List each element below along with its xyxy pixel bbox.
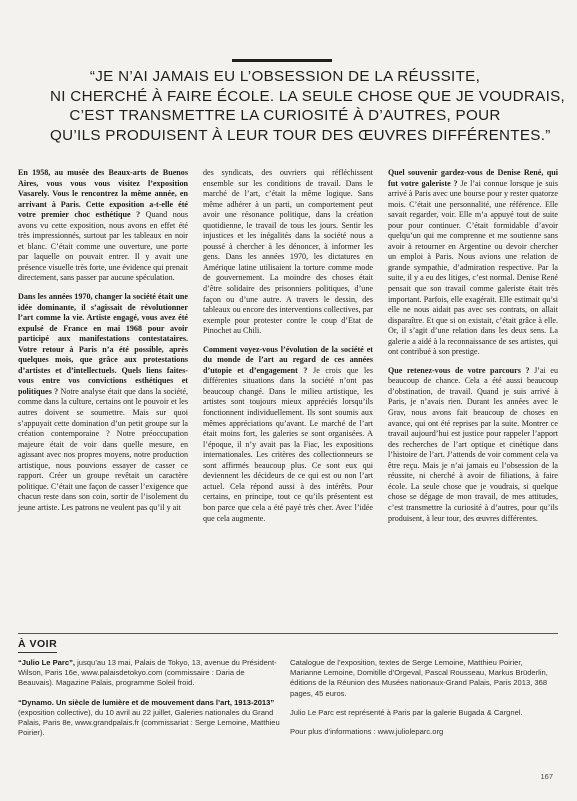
exhibition-details: jusqu’au 13 mai, Palais de Tokyo, 13, avenue du Président-Wilson, Paris 16e, www.palaisdetokyo.com (commissaire : Daria de Beauvais). Magazine Palais, programme Soleil froid. [18,658,277,688]
interview-question: Comment voyez-vous l’évolution de la société et du monde de l’art au regard de ces années d’utopie et d’engagement ? [203,344,373,375]
interview-answer: Je l’ai connue lorsque je suis arrivé à Paris avec une bourse pour y rester quatorze mois. C’était une personnalité, une référence. Elle savait regarder, voir. Elle m’a appuyé tout de suite pour pour continuer. C’était formidable d’avoir quelqu’un qui me comprenne et me soutienne sans avoir à retourner en Argentine ou devoir chercher un emploi à Paris. Nous avions une relation de grande sympathie, d’admiration respective. Par la suite, il y a eu des litiges, c’est normal. Denise René pensait que son travail comme galeriste était très important. Parfois, elle exagérait. Elle estimait qu’si elle ne nous aidait pas avec ses contrats, on allait disparaître. Et que si on existait, c’était grâce à elle. Or, il s’agit d’une relation dans les deux sens. La galerie a aidé à la reconnaissance de ses artistes, qui ont contribué à son prestige. [388,178,558,357]
exhibition-listing [18,658,280,689]
a-voir-heading: À VOIR [18,638,57,653]
interview-question: Quel souvenir gardez-vous de Denise René, qui fut votre galeriste ? [388,168,558,188]
article-column-1 [18,168,188,514]
pull-quote-line: NI CHERCHÉ À FAIRE ÉCOLE. LA SEULE CHOSE QUE JE VOUDRAIS, [50,87,566,105]
a-voir-notes [290,658,552,737]
article-column-3 [388,168,558,524]
interview-answer: Notre analyse était que dans la société, comme dans la culture, certains ont le pouvoir et les autres doivent se soumettre. Mais sur quoi s’appuyait cette domination d’un petit groupe sur la création contemporaine ? Notre préoccupation majeure était de voir dans quelle mesure, en agissant avec nos propres moyens, notre production artistique, nous pouvions essayer de casser ce rapport. Créer un groupe revêtait un caractère politique. C’était une façon de casser l’exigence que chacun reste dans son coin, sortir de l’isolement du jeune artiste. Les patrons ne veulent pas qu’il y ait [18,386,188,512]
exhibition-listing [18,698,280,739]
pull-quote-line: QU’ILS PRODUISENT À LEUR TOUR DES ŒUVRES DIFFÉRENTES.” [50,126,551,144]
interview-question: Dans les années 1970, changer la société était une idée dominante, il s’agissait de révolutionner l’art comme la vie. Artiste engagé, vous avez été expulsé de France en mai 1968 pour avoir participé aux manifestations contestataires. Votre retour à Paris n’a été possible, après quelques mois, que grâce aux protestations d’artistes et d’intellectuels. Quels liens faites-vous entre vos convictions esthétiques et politiques ? [18,292,188,396]
interview-answer: des syndicats, des ouvriers qui réfléchissent ensemble sur les conditions de travail. Dans le marché de l’art, c’était la même logique. Sans même adhérer à un parti, un comportement peut avoir une résonance politique, dans la création quotidienne, le travail de tous les jours. Sentir les injustices et les inégalités dans la société nous a poussé à chercher à les dénoncer, à informer les gens. Dans les années 1970, les dictatures en Amérique latine utilisaient la torture comme mode de gouvernement. La moindre des choses était d’être solidaire des prisonniers politiques, d’une façon ou d’une autre. A travers le dessin, des tableaux ou encore des interventions collectives, par exemple pour protester contre le coup d’Etat de Pinochet au Chili. [203,168,373,336]
interview-question: En 1958, au musée des Beaux-arts de Buenos Aires, vous vous vous visitez l’exposition Vasarely. Vous le rencontrez la même année, en arrivant à Paris. Cette exposition a-t-elle été votre premier choc esthétique ? [18,168,188,220]
interview-answer: Je crois que les différentes situations dans la société n’ont pas beaucoup changé. Dans le milieu artistique, les artistes sont toujours mieux appréciés lorsqu’ils fonctionnent individuellement. Ils sont soumis aux mêmes appréciations qu’avant. Le marché de l’art était moins fort, les galeries se sont organisées. A l’époque, il n’y avait pas la Fiac, les expositions internationales. Les critères des collectionneurs se sont affirmés beaucoup plus. Ce sont eux qui deviennent les décideurs de ce qui est ou non l’art actuel. Cela répond aussi à des intérêts. Pour certains, en principe, tout ce qu’ils présentent est bon parce que cela a été payé très cher. Avec l’idée que cela augmente. [203,365,373,523]
exhibition-title: “Dynamo. Un siècle de lumière et de mouvement dans l’art, 1913-2013” [18,697,275,707]
interview-answer: Quand nous avons vu cette exposition, nous avons en effet été très impressionnés, surtout par les tableaux en noir et blanc. C’était comme une ouverture, une porte par laquelle on pouvait entrer. Il y avait une présence visuelle très forte, une évidence qui prenait directement, sans passer par aucune spéculation. [18,210,188,283]
article-column-2 [203,168,373,524]
article-body [18,168,558,628]
section-divider [18,633,558,634]
pull-quote-line: “JE N’AI JAMAIS EU L’OBSESSION DE LA RÉUSSITE, [89,68,481,85]
gallery-note: Julio Le Parc est représenté à Paris par la galerie Bugada & Cargnel. [290,707,523,717]
a-voir-listings [18,658,280,738]
pull-quote [50,67,566,145]
top-rule [232,59,332,62]
page-number: 167 [540,772,553,781]
interview-answer: J’ai eu beaucoup de chance. Cela a été aussi beaucoup d’obstination, de travail. Quand je suis arrivé à Paris, je n’avais rien. Durant les années avec le Grav, nous avons fait beaucoup de choses en avance, qui ont été reprises par la suite. Montrer ce travail aujourd’hui est justice pour rappeler l’apport des recherches de l’art optique et cinétique dans l’histoire de l’art. J’attends de voir comment cela va être reçu. Mais je n’ai jamais eu l’obsession de la réussite, ni cherché à avoir de filiations, à faire école. La seule chose que je voudrais, si quelque chose se dégage de mon travail, de mes attitudes, c’est transmettre la curiosité à d’autres, pour qu’ils produisent, à leur tour, des œuvres différentes. [388,365,559,523]
pull-quote-line: C’EST TRANSMETTRE LA CURIOSITÉ À D’AUTRES, POUR [69,107,501,124]
interview-question: Que retenez-vous de votre parcours ? [388,365,530,375]
exhibition-title: “Julio Le Parc”, [18,658,75,667]
info-link: Pour plus d’informations : www.julioleparc.org [290,727,444,737]
catalogue-note: Catalogue de l’exposition, textes de Serge Lemoine, Matthieu Poirier, Marianne Lemoine, Domitille d’Orgeval, Pascal Rousseau, Markus Brüderlin, éditions de la Réunion des Musées nationaux-Grand Palais, Paris 2013, 368 pages, 45 euros. [290,658,548,698]
exhibition-details: (exposition collective), du 10 avril au 22 juillet, Galeries nationales du Grand Palais, Paris 8e, www.grandpalais.fr (commissariat : Serge Lemoine, Matthieu Poirier). [18,707,280,738]
